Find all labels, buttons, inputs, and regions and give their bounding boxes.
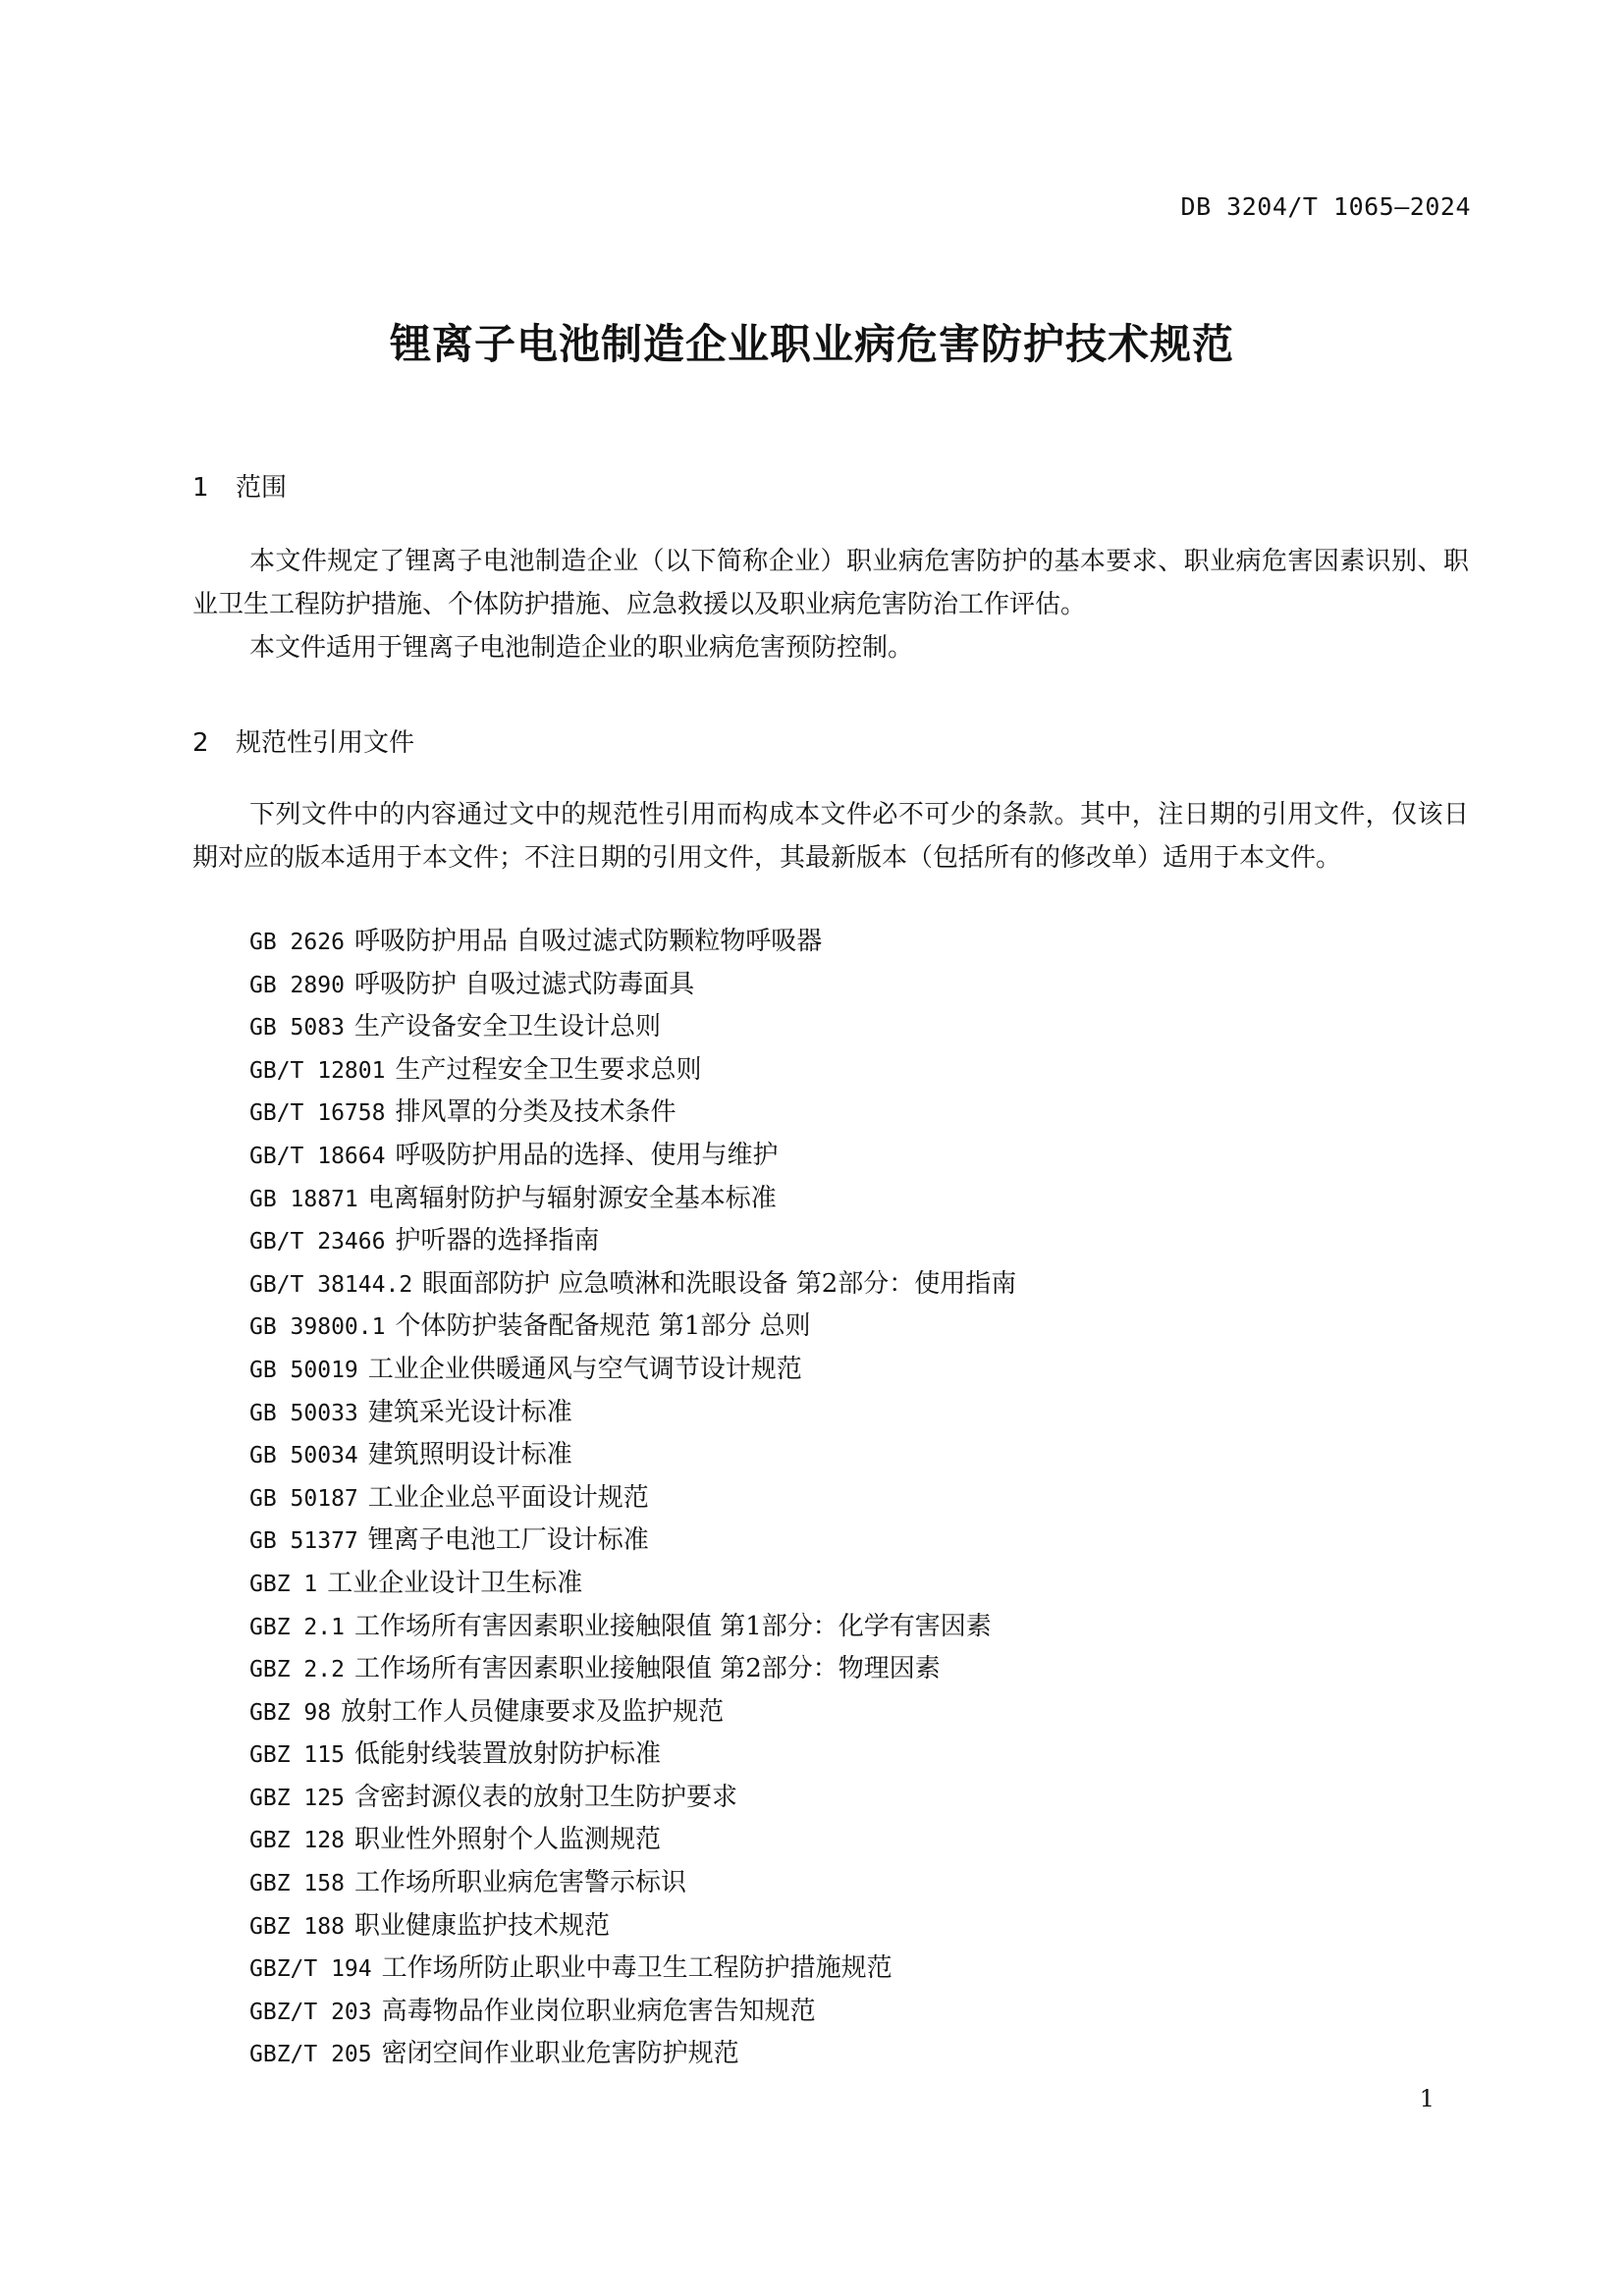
document-title: 锂离子电池制造企业职业病危害防护技术规范 <box>389 320 1234 368</box>
reference-code: GB 18871 <box>249 1186 358 1212</box>
reference-title: 工业企业供暖通风与空气调节设计规范 <box>367 1354 802 1384</box>
reference-item <box>249 1178 1477 1221</box>
reference-item <box>249 1092 1477 1135</box>
reference-item <box>249 964 1477 1007</box>
reference-code: GBZ 2.2 <box>249 1657 345 1683</box>
reference-title: 呼吸防护用品 自吸过滤式防颗粒物呼吸器 <box>353 927 823 956</box>
scope-paragraph-1: 本文件规定了锂离子电池制造企业（以下简称企业）职业病危害防护的基本要求、职业病危害因素识别、职业卫生工程防护措施、个体防护措施、应急救援以及职业病危害防治工作评估。 <box>192 547 1469 619</box>
reference-title: 呼吸防护用品的选择、使用与维护 <box>395 1140 779 1170</box>
page-number: 1 <box>1419 2085 1435 2112</box>
reference-code: GBZ/T 203 <box>249 1999 372 2025</box>
reference-title: 低能射线装置放射防护标准 <box>353 1739 661 1770</box>
section-1-heading <box>192 467 287 504</box>
reference-title: 放射工作人员健康要求及监护规范 <box>341 1696 725 1727</box>
references-intro: 下列文件中的内容通过文中的规范性引用而构成本文件必不可少的条款。其中，注日期的引用文件，仅该日期对应的版本适用于本文件；不注日期的引用文件，其最新版本（包括所有的修改单）适用于本文件。 <box>192 800 1469 873</box>
reference-code: GBZ/T 205 <box>249 2042 372 2068</box>
reference-title: 建筑采光设计标准 <box>367 1397 572 1427</box>
reference-code: GB 2890 <box>249 972 345 998</box>
reference-item <box>249 1606 1477 1649</box>
reference-code: GB 50034 <box>249 1443 358 1469</box>
reference-item <box>249 1434 1477 1477</box>
reference-item <box>249 1049 1477 1093</box>
reference-title: 高毒物品作业岗位职业病危害告知规范 <box>381 1996 816 2026</box>
reference-title: 锂离子电池工厂设计标准 <box>367 1525 649 1556</box>
reference-item <box>249 1777 1477 1820</box>
reference-code: GB 39800.1 <box>249 1314 386 1341</box>
reference-title: 呼吸防护 自吸过滤式防毒面具 <box>353 969 695 999</box>
reference-title: 工作场所有害因素职业接触限值 第2部分：物理因素 <box>353 1654 941 1684</box>
reference-code: GB/T 18664 <box>249 1143 386 1169</box>
reference-code: GBZ/T 194 <box>249 1956 372 1983</box>
reference-title: 建筑照明设计标准 <box>367 1440 572 1470</box>
reference-item <box>249 1306 1477 1349</box>
reference-item <box>249 1477 1477 1521</box>
reference-item <box>249 1648 1477 1691</box>
reference-item <box>249 1392 1477 1435</box>
reference-item <box>249 1263 1477 1307</box>
reference-title: 含密封源仪表的放射卫生防护要求 <box>353 1782 737 1812</box>
reference-code: GB/T 16758 <box>249 1100 386 1127</box>
reference-title: 密闭空间作业职业危害防护规范 <box>381 2039 739 2069</box>
reference-title: 职业性外照射个人监测规范 <box>353 1825 661 1855</box>
reference-code: GB 2626 <box>249 930 345 955</box>
reference-list <box>249 921 1477 2076</box>
reference-item <box>249 1948 1477 1991</box>
reference-item <box>249 1563 1477 1606</box>
reference-item <box>249 921 1477 964</box>
reference-code: GBZ 98 <box>249 1699 332 1726</box>
reference-code: GB 5083 <box>249 1015 345 1041</box>
reference-item <box>249 1734 1477 1777</box>
standard-code: DB 3204/T 1065—2024 <box>1180 192 1471 221</box>
reference-title: 工作场所防止职业中毒卫生工程防护措施规范 <box>381 1953 893 1984</box>
reference-title: 个体防护装备配备规范 第1部分 总则 <box>395 1311 811 1342</box>
reference-code: GBZ 188 <box>249 1913 345 1940</box>
reference-item <box>249 1006 1477 1049</box>
reference-item <box>249 1905 1477 1949</box>
reference-title: 工作场所职业病危害警示标识 <box>353 1868 686 1898</box>
reference-code: GB 51377 <box>249 1528 358 1555</box>
reference-code: GB 50019 <box>249 1357 358 1383</box>
reference-item <box>249 1349 1477 1392</box>
reference-code: GB/T 12801 <box>249 1057 386 1084</box>
reference-code: GBZ 115 <box>249 1742 345 1769</box>
reference-code: GB/T 23466 <box>249 1229 386 1255</box>
reference-item <box>249 1220 1477 1263</box>
reference-item <box>249 2033 1477 2076</box>
reference-item <box>249 1135 1477 1178</box>
reference-code: GB 50187 <box>249 1485 358 1512</box>
reference-code: GBZ 128 <box>249 1828 345 1854</box>
reference-title: 工作场所有害因素职业接触限值 第1部分：化学有害因素 <box>353 1611 992 1641</box>
reference-item <box>249 1991 1477 2034</box>
reference-code: GBZ 125 <box>249 1785 345 1811</box>
reference-item <box>249 1819 1477 1862</box>
reference-title: 工业企业总平面设计规范 <box>367 1482 649 1513</box>
reference-title: 排风罩的分类及技术条件 <box>395 1097 677 1128</box>
reference-title: 工业企业设计卫生标准 <box>327 1568 583 1598</box>
reference-code: GBZ 158 <box>249 1871 345 1897</box>
reference-code: GB 50033 <box>249 1400 358 1426</box>
section-number: 2 <box>192 728 209 758</box>
reference-title: 电离辐射防护与辐射源安全基本标准 <box>367 1183 777 1213</box>
reference-title: 护听器的选择指南 <box>395 1226 600 1256</box>
reference-item <box>249 1691 1477 1735</box>
reference-code: GBZ 1 <box>249 1571 318 1597</box>
section-title: 规范性引用文件 <box>236 728 415 758</box>
reference-title: 生产设备安全卫生设计总则 <box>353 1012 661 1042</box>
reference-code: GBZ 2.1 <box>249 1614 345 1640</box>
reference-code: GB/T 38144.2 <box>249 1271 413 1298</box>
reference-title: 生产过程安全卫生要求总则 <box>395 1054 702 1085</box>
reference-item <box>249 1862 1477 1905</box>
reference-item <box>249 1520 1477 1563</box>
reference-title: 职业健康监护技术规范 <box>353 1910 610 1941</box>
scope-paragraph-2: 本文件适用于锂离子电池制造企业的职业病危害预防控制。 <box>249 633 914 663</box>
section-2-heading <box>192 722 414 759</box>
section-number: 1 <box>192 473 209 503</box>
reference-title: 眼面部防护 应急喷淋和洗眼设备 第2部分：使用指南 <box>422 1268 1017 1299</box>
section-title: 范围 <box>236 473 288 503</box>
